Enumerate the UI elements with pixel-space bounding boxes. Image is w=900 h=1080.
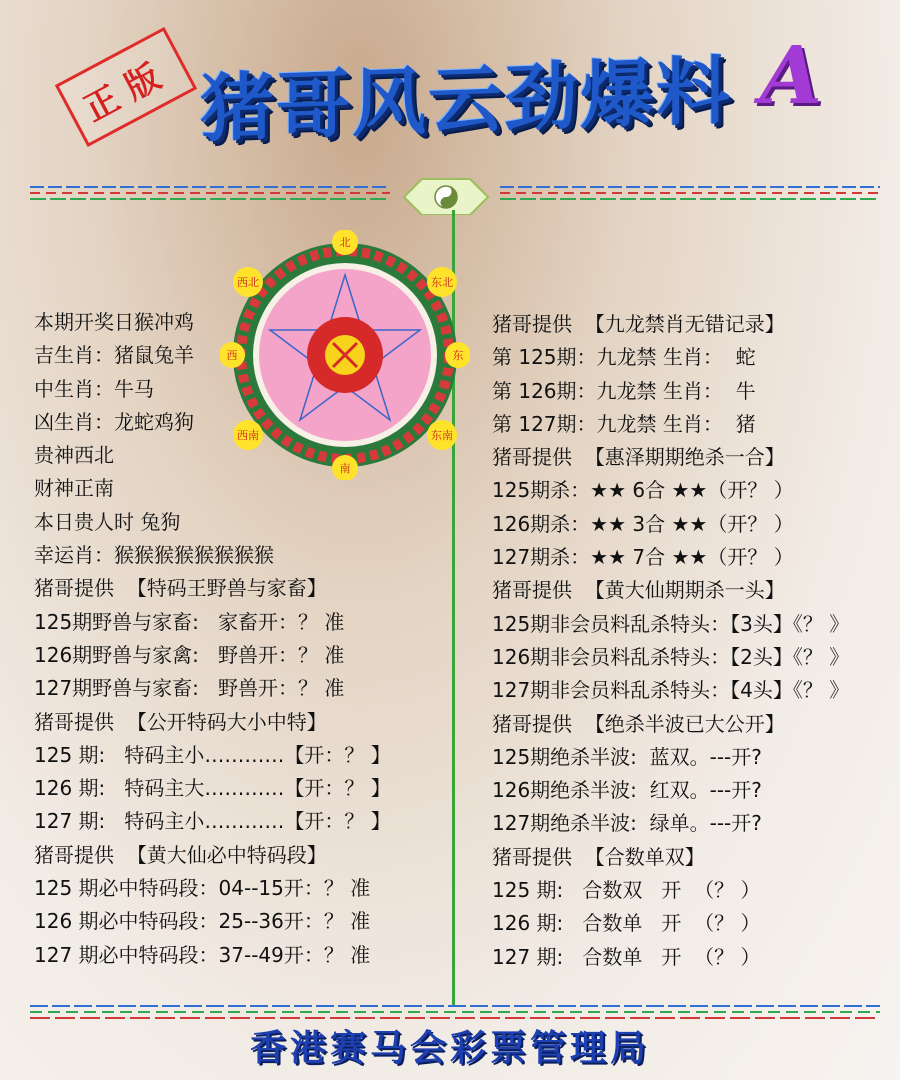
dir-w: 西 bbox=[226, 349, 238, 362]
left-row: 125 期: 特码主小…………【开：？ 】 bbox=[34, 742, 391, 767]
left-row: 吉生肖：猪鼠兔羊 bbox=[34, 343, 194, 368]
left-row: 126 期必中特码段：25--36开：？ 准 bbox=[34, 909, 371, 934]
footer-organization: 香港赛马会彩票管理局 bbox=[249, 1027, 650, 1069]
right-row: 125 期: 合数双 开 （？ ） bbox=[492, 878, 761, 903]
right-row: 127 期: 合数单 开 （？ ） bbox=[492, 944, 761, 969]
left-row: 凶生肖：龙蛇鸡狗 bbox=[34, 409, 194, 434]
dir-s: 南 bbox=[339, 462, 351, 475]
right-row: 第 125期：九龙禁 生肖： 蛇 bbox=[492, 345, 756, 370]
left-row: 中生肖：牛马 bbox=[34, 376, 154, 401]
right-row: 126 期: 合数单 开 （？ ） bbox=[492, 911, 761, 936]
left-row: 本日贵人时 兔狗 bbox=[34, 509, 181, 534]
left-row: 贵神西北 bbox=[34, 443, 114, 468]
top-divider bbox=[30, 175, 880, 215]
right-row: 125期绝杀半波: 蓝双。---开? bbox=[492, 744, 762, 769]
dir-se: 东南 bbox=[431, 429, 453, 442]
left-row: 126期野兽与家禽: 野兽开：？ 准 bbox=[34, 642, 345, 667]
right-row: 125期杀：★★ 6合 ★★（开？ ） bbox=[492, 478, 794, 503]
left-row: 幸运肖：猴猴猴猴猴猴猴猴 bbox=[34, 543, 274, 568]
left-column bbox=[34, 306, 444, 972]
section-header: 猪哥提供 【黄大仙必中特码段】 bbox=[34, 842, 327, 867]
right-row: 125期非会员料乱杀特头：【3头】《？ 》 bbox=[492, 611, 850, 636]
section-header: 猪哥提供 【特码王野兽与家畜】 bbox=[34, 576, 327, 601]
left-row: 财神正南 bbox=[34, 476, 114, 501]
section-header: 猪哥提供 【绝杀半波已大公开】 bbox=[492, 711, 785, 736]
right-row: 126期绝杀半波: 红双。---开? bbox=[492, 778, 762, 803]
authentic-stamp: 正版 bbox=[55, 27, 197, 147]
right-row: 第 127期：九龙禁 生肖： 猪 bbox=[492, 411, 756, 436]
left-row: 126 期: 特码主大…………【开：？ 】 bbox=[34, 776, 391, 801]
right-row: 127期非会员料乱杀特头：【4头】《？ 》 bbox=[492, 678, 850, 703]
dir-ne: 东北 bbox=[431, 276, 453, 289]
section-header: 猪哥提供 【九龙禁肖无错记录】 bbox=[492, 312, 785, 336]
section-header: 猪哥提供 【黄大仙期期杀一头】 bbox=[492, 578, 785, 603]
section-header: 猪哥提供 【公开特码大小中特】 bbox=[34, 709, 327, 734]
section-header: 猪哥提供 【惠泽期期绝杀一合】 bbox=[492, 445, 785, 470]
right-row: 第 126期：九龙禁 生肖： 牛 bbox=[492, 378, 756, 403]
right-column bbox=[492, 308, 887, 974]
left-row: 125期野兽与家畜: 家畜开：？ 准 bbox=[34, 609, 345, 634]
left-row: 125 期必中特码段：04--15开：？ 准 bbox=[34, 876, 371, 901]
right-row: 126期杀：★★ 3合 ★★（开？ ） bbox=[492, 511, 794, 536]
corner-letter: A bbox=[760, 28, 823, 122]
section-header: 猪哥提供 【合数单双】 bbox=[492, 844, 705, 869]
left-row: 127 期必中特码段：37--49开：？ 准 bbox=[34, 942, 371, 967]
dir-sw: 西南 bbox=[237, 429, 259, 442]
left-row: 本期开奖日猴冲鸡 bbox=[34, 310, 194, 334]
dir-nw: 西北 bbox=[237, 276, 259, 289]
bagua-icon bbox=[404, 179, 488, 215]
left-row: 127期野兽与家畜: 野兽开：？ 准 bbox=[34, 676, 345, 701]
right-row: 127期绝杀半波: 绿单。---开? bbox=[492, 811, 762, 836]
page-title: 猪哥风云劲爆料 bbox=[200, 48, 732, 153]
right-row: 127期杀：★★ 7合 ★★（开？ ） bbox=[492, 545, 794, 570]
right-row: 126期非会员料乱杀特头：【2头】《？ 》 bbox=[492, 644, 850, 669]
left-row: 127 期: 特码主小…………【开：？ 】 bbox=[34, 809, 391, 834]
dir-e: 东 bbox=[452, 349, 464, 362]
dir-n: 北 bbox=[339, 236, 351, 249]
